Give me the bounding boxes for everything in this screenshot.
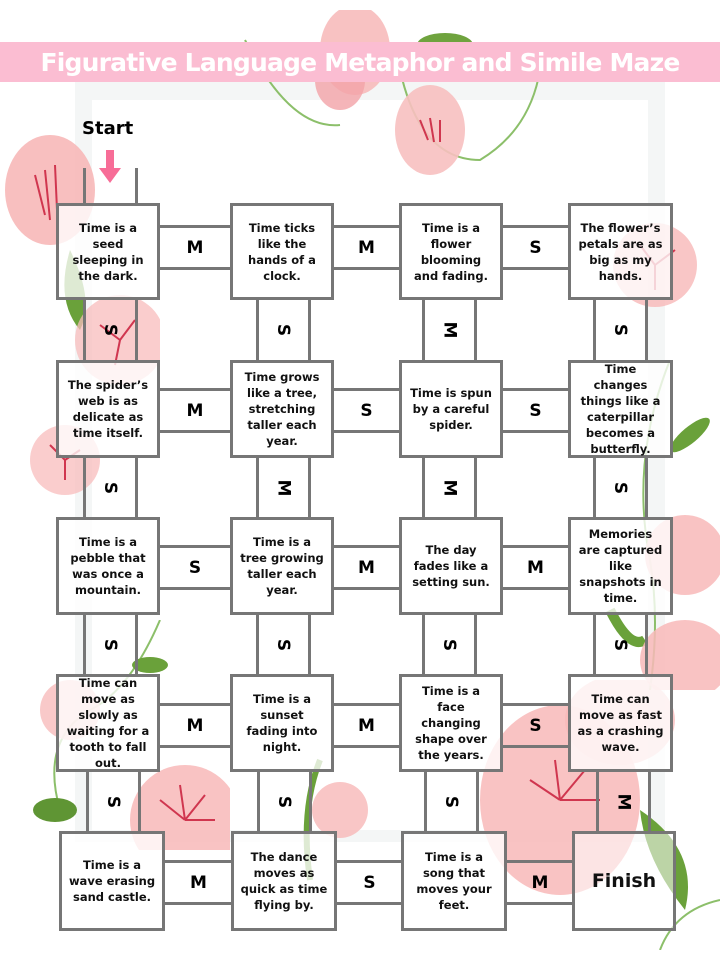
connector-label: S	[273, 323, 294, 337]
maze-cell[interactable]: Time can move as slowly as waiting for a tooth to fall out.	[56, 674, 160, 772]
maze-connector-vertical[interactable]	[83, 458, 138, 517]
maze-cell[interactable]: Time is a song that moves your feet.	[401, 831, 507, 931]
connector-label: S	[103, 795, 124, 809]
maze-connector-horizontal[interactable]: M	[160, 225, 230, 270]
maze-connector-horizontal[interactable]: S	[503, 388, 568, 433]
maze-connector-vertical[interactable]	[422, 300, 477, 360]
maze-connector-vertical[interactable]	[83, 300, 138, 360]
maze-cell[interactable]: Time is a wave erasing sand castle.	[59, 831, 165, 931]
maze-connector-horizontal[interactable]: M	[160, 388, 230, 433]
maze-connector-vertical[interactable]	[596, 772, 651, 832]
maze-connector-vertical[interactable]	[257, 772, 312, 832]
maze-connector-horizontal[interactable]: M	[334, 703, 399, 748]
connector-label: S	[100, 481, 121, 494]
connector-label: S	[610, 481, 631, 494]
maze-connector-horizontal[interactable]: S	[334, 388, 399, 433]
maze-connector-horizontal[interactable]: S	[337, 860, 402, 905]
connector-label: S	[610, 323, 631, 337]
maze-connector-horizontal[interactable]: M	[507, 860, 573, 905]
maze-connector-vertical[interactable]	[83, 615, 138, 674]
connector-label: M	[273, 479, 294, 496]
maze-connector-horizontal[interactable]: S	[160, 545, 230, 590]
maze-cell[interactable]: Time can move as fast as a crashing wave.	[568, 674, 673, 772]
connector-label: S	[441, 795, 462, 809]
maze-connector-horizontal[interactable]: M	[334, 225, 399, 270]
maze-cell[interactable]: The dance moves as quick as time flying by.	[231, 831, 337, 931]
maze-cell[interactable]: Time ticks like the hands of a clock.	[230, 203, 334, 300]
maze-connector-vertical[interactable]	[593, 300, 648, 360]
maze-cell[interactable]: Time is a flower blooming and fading.	[399, 203, 503, 300]
connector-label: S	[100, 638, 121, 651]
maze-connector-vertical[interactable]	[422, 615, 477, 674]
maze-cell[interactable]: Time is spun by a careful spider.	[399, 360, 503, 458]
maze-cell[interactable]: Time is a seed sleeping in the dark.	[56, 203, 160, 300]
maze-cell[interactable]: The spider’s web is as delicate as time itself.	[56, 360, 160, 458]
connector-label: M	[439, 321, 460, 339]
maze-connector-vertical[interactable]	[86, 772, 141, 832]
title-banner	[0, 42, 720, 82]
maze-connector-vertical[interactable]	[256, 458, 311, 517]
start-label: Start	[82, 118, 134, 139]
maze-connector-vertical[interactable]	[256, 615, 311, 674]
connector-label: S	[439, 638, 460, 651]
maze-connector-vertical[interactable]	[256, 300, 311, 360]
maze-connector-vertical[interactable]	[593, 615, 648, 674]
maze-connector-vertical[interactable]	[424, 772, 479, 832]
maze-cell[interactable]: Time is a sunset fading into night.	[230, 674, 334, 772]
maze-cell[interactable]: Time is a tree growing taller each year.	[230, 517, 334, 615]
maze-cell[interactable]: Time is a pebble that was once a mountain.	[56, 517, 160, 615]
connector-label: S	[100, 323, 121, 337]
maze-cell[interactable]: Memories are captured like snapshots in time.	[568, 517, 673, 615]
maze-cell[interactable]: The flower’s petals are as big as my hands.	[568, 203, 673, 300]
connector-label: M	[613, 793, 634, 811]
connector-label: S	[610, 638, 631, 651]
maze-cell[interactable]: Time grows like a tree, stretching taller each year.	[230, 360, 334, 458]
maze-cell[interactable]: Time changes things like a caterpillar becomes a butterfly.	[568, 360, 673, 458]
start-entry-line-right	[135, 168, 138, 204]
maze-connector-horizontal[interactable]: M	[165, 860, 232, 905]
maze-connector-horizontal[interactable]: M	[160, 703, 230, 748]
maze-cell[interactable]: The day fades like a setting sun.	[399, 517, 503, 615]
maze-connector-vertical[interactable]	[593, 458, 648, 517]
maze-connector-horizontal[interactable]: S	[503, 703, 568, 748]
maze-connector-horizontal[interactable]: S	[503, 225, 568, 270]
maze-cell[interactable]: Time is a face changing shape over the years.	[399, 674, 503, 772]
connector-label: S	[274, 795, 295, 809]
maze-connector-horizontal[interactable]: M	[334, 545, 399, 590]
page-title: Figurative Language Metaphor and Simile Maze	[40, 47, 680, 77]
maze-connector-horizontal[interactable]: M	[503, 545, 568, 590]
connector-label: M	[439, 479, 460, 496]
down-arrow-icon	[99, 150, 121, 184]
finish-cell[interactable]: Finish	[572, 831, 676, 931]
connector-label: S	[273, 638, 294, 651]
start-entry-line-left	[83, 168, 86, 204]
maze-connector-vertical[interactable]	[422, 458, 477, 517]
